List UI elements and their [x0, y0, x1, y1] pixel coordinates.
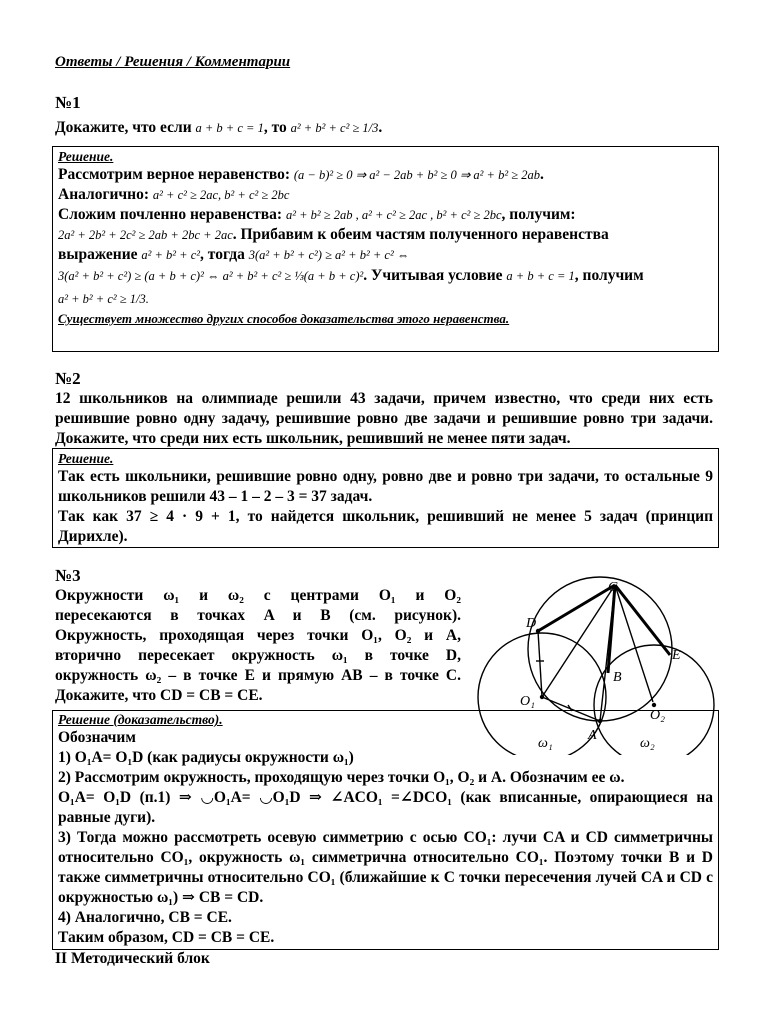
label-A: A — [588, 728, 597, 743]
segment-CE — [615, 585, 670, 655]
solution-line-7: a² + b² + c² ≥ 1/3. — [58, 292, 149, 306]
solution-line-4: 3) Тогда можно рассмотреть осевую симметрию с осью CO₁: лучи CA и CD симметричны относительно CO₁, окружность ω₁ симметрична относительно CO₁. Поэтому точки B и D также симметричны относительно CO₁ (ближайшие к C точки пересечения лучей CA и CD с окружностью ω₁) ⇒ CB = CD. — [58, 829, 713, 906]
label-C: C — [608, 580, 618, 595]
page-title: Ответы / Решения / Комментарии — [55, 54, 291, 70]
solution-line-5: выражение a² + b² + c², тогда 3(a² + b² + c²) ≥ a² + b² + c² ⇔ — [58, 246, 410, 263]
point-O1 — [540, 695, 544, 699]
problem-2-solution-box — [52, 448, 719, 548]
point-O2 — [652, 703, 656, 707]
solution-line-5: 4) Аналогично, CB = CE. — [58, 909, 232, 926]
problem-3-statement: Окружности ω₁ и ω₂ с центрами O₁ и O₂ пересекаются в точках A и B (см. рисунок). Окружность, проходящая через точки O₁, O₂ и A, вторично пересекает окружность ω₁ в точке D, окружность ω₂ – в точке E и прямую AB – в точке C. Докажите, что CD = CB = CE. — [55, 587, 461, 704]
point-D — [536, 629, 540, 633]
label-D: D — [526, 616, 537, 631]
problem-3-solution-box — [52, 710, 719, 950]
label-O2: O₂ — [650, 708, 665, 723]
label-E: E — [672, 648, 681, 663]
solution-line-1: 1) O₁A= O₁D (как радиусы окружности ω₁) — [58, 749, 354, 766]
problem-1-statement: Докажите, что если a + b + c = 1, то a² + b² + c² ≥ 1/3. — [55, 119, 383, 136]
solution-label: Решение (доказательство). — [58, 712, 223, 727]
solution-line-3: Сложим почленно неравенства: a² + b² ≥ 2ab , a² + c² ≥ 2ac , b² + c² ≥ 2bc, получим: — [58, 206, 576, 223]
segment-CD — [538, 585, 615, 631]
problem-2-solution-1: Так есть школьники, решившие ровно одну, ровно две и ровно три задачи, то остальные 9 школьников решили 43 – 1 – 2 – 3 = 37 задач. — [58, 468, 713, 505]
solution-line-6: 3(a² + b² + c²) ≥ (a + b + c)² ⇔ a² + b² + c² ≥ ⅓(a + b + c)². Учитывая условие a + b + c = 1, получим — [58, 267, 644, 284]
problem-2-solution-2: Так как 37 ≥ 4 · 9 + 1, то найдется школьник, решивший не менее 5 задач (принцип Дирихле). — [58, 508, 713, 545]
problem-1-solution-box — [52, 146, 719, 352]
label-omega2: ω₂ — [640, 736, 655, 751]
problem-1-number: №1 — [55, 93, 81, 112]
problem-2-number: №2 — [55, 369, 81, 388]
problem-3-number: №3 — [55, 566, 81, 585]
label-B: B — [613, 670, 622, 685]
solution-line-4: 2a² + 2b² + 2c² ≥ 2ab + 2bc + 2ac. Прибавим к обеим частям полученного неравенства — [58, 226, 609, 243]
section-heading: II Методический блок — [55, 950, 210, 967]
label-O1: O₁ — [520, 694, 535, 709]
problem-2-statement: 12 школьников на олимпиаде решили 43 задачи, причем известно, что среди них есть решившие ровно одну задачу, решившие ровно две задачи и решившие ровно три задачи. Докажите, что среди них есть школьник, решивший не менее пяти задач. — [55, 390, 713, 447]
solution-label: Решение. — [58, 149, 114, 164]
solution-note: Существует множество других способов доказательства этого неравенства. — [58, 311, 510, 326]
solution-line-1: Рассмотрим верное неравенство: (a − b)² ≥ 0 ⇒ a² − 2ab + b² ≥ 0 ⇒ a² + b² ≥ 2ab. — [58, 166, 544, 183]
solution-line-2: Аналогично: a² + c² ≥ 2ac, b² + c² ≥ 2bc — [58, 186, 290, 203]
solution-line-6: Таким образом, CD = CB = CE. — [58, 929, 275, 946]
solution-line-3: O₁A= O₁D (п.1) ⇒ ◡O₁A= ◡O₁D ⇒ ∠ACO₁ =∠DCO₁ (как вписанные, опирающиеся на равные дуги). — [58, 789, 713, 826]
solution-line-0: Обозначим — [58, 729, 136, 746]
solution-label: Решение. — [58, 451, 114, 466]
solution-line-2: 2) Рассмотрим окружность, проходящую через точки O₁, O₂ и A. Обозначим ее ω. — [58, 769, 625, 786]
label-omega1: ω₁ — [538, 736, 553, 751]
